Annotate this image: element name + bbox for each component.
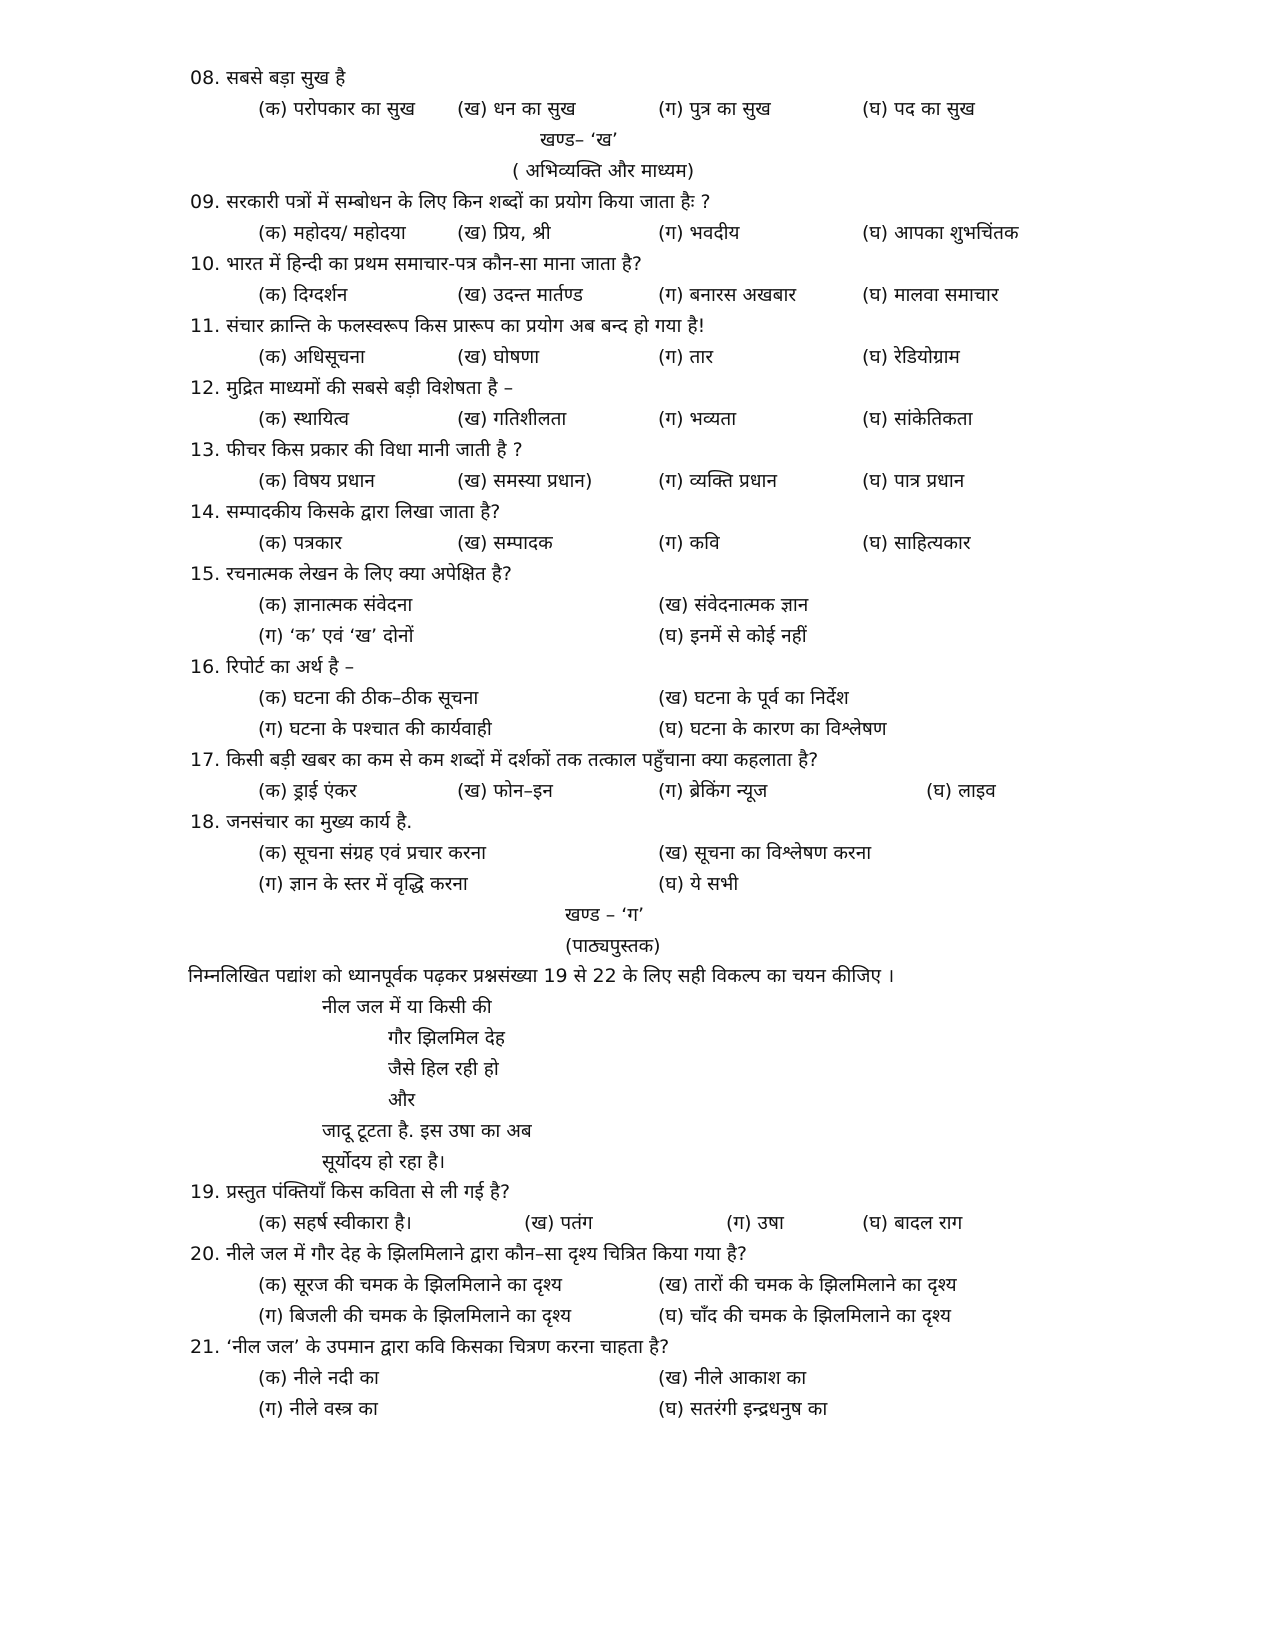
q08-option-c: (ग) पुत्र का सुख [658,98,771,120]
q21-option-c: (ग) नीले वस्त्र का [258,1398,378,1420]
q13-option-a: (क) विषय प्रधान [258,470,375,492]
section-b-title: खण्ड– ‘ख’ [540,129,618,151]
q15-option-d: (घ) इनमें से कोई नहीं [658,625,807,647]
q12-option-b: (ख) गतिशीलता [457,408,567,430]
q18-option-c: (ग) ज्ञान के स्तर में वृद्धि करना [258,873,468,895]
question-08: 08. सबसे बड़ा सुख है [190,67,346,89]
poem-line: और [388,1089,416,1111]
q20-option-d: (घ) चाँद की चमक के झिलमिलाने का दृश्य [658,1305,952,1327]
q15-option-b: (ख) संवेदनात्मक ज्ञान [658,594,809,616]
q20-option-c: (ग) बिजली की चमक के झिलमिलाने का दृश्य [258,1305,572,1327]
section-b-subtitle: ( अभिव्यक्ति और माध्यम) [512,160,695,182]
q18-option-d: (घ) ये सभी [658,873,739,895]
question-14: 14. सम्पादकीय किसके द्वारा लिखा जाता है? [190,501,501,523]
q14-option-a: (क) पत्रकार [258,532,343,554]
q11-option-a: (क) अधिसूचना [258,346,365,368]
q16-option-a: (क) घटना की ठीक–ठीक सूचना [258,687,479,709]
question-19: 19. प्रस्तुत पंक्तियाँ किस कविता से ली गई है? [190,1181,511,1203]
poem-line: सूर्योदय हो रहा है। [322,1151,446,1173]
q09-option-a: (क) महोदय/ महोदया [258,222,406,244]
q13-option-b: (ख) समस्या प्रधान) [457,470,593,492]
question-20: 20. नीले जल में गौर देह के झिलमिलाने द्वारा कौन–सा दृश्य चित्रित किया गया है? [190,1243,747,1265]
q16-option-b: (ख) घटना के पूर्व का निर्देश [658,687,849,709]
q15-option-c: (ग) ‘क’ एवं ‘ख’ दोनों [258,625,414,647]
section-c-subtitle: (पाठ्यपुस्तक) [565,935,661,957]
q10-option-a: (क) दिग्दर्शन [258,284,348,306]
poem-line: गौर झिलमिल देह [388,1027,505,1049]
q18-option-a: (क) सूचना संग्रह एवं प्रचार करना [258,842,487,864]
q09-option-c: (ग) भवदीय [658,222,740,244]
question-09: 09. सरकारी पत्रों में सम्बोधन के लिए किन शब्दों का प्रयोग किया जाता हैः ? [190,191,711,213]
passage-instruction: निम्नलिखित पद्यांश को ध्यानपूर्वक पढ़कर प्रश्नसंख्या 19 से 22 के लिए सही विकल्प का चयन कीजिए । [188,965,895,987]
poem-line: जादू टूटता है. इस उषा का अब [322,1120,532,1142]
q17-option-b: (ख) फोन–इन [457,780,553,802]
q17-option-c: (ग) ब्रेकिंग न्यूज [658,780,768,802]
q20-option-a: (क) सूरज की चमक के झिलमिलाने का दृश्य [258,1274,563,1296]
section-c-title: खण्ड – ‘ग’ [565,904,645,926]
question-17: 17. किसी बड़ी खबर का कम से कम शब्दों में दर्शकों तक तत्काल पहुँचाना क्या कहलाता है? [190,749,819,771]
q11-option-b: (ख) घोषणा [457,346,540,368]
q10-option-c: (ग) बनारस अखबार [658,284,797,306]
question-21: 21. ‘नील जल’ के उपमान द्वारा कवि किसका चित्रण करना चाहता है? [190,1336,670,1358]
q21-option-b: (ख) नीले आकाश का [658,1367,807,1389]
q20-option-b: (ख) तारों की चमक के झिलमिलाने का दृश्य [658,1274,957,1296]
q12-option-c: (ग) भव्यता [658,408,737,430]
q12-option-a: (क) स्थायित्व [258,408,350,430]
q16-option-d: (घ) घटना के कारण का विश्लेषण [658,718,887,740]
question-10: 10. भारत में हिन्दी का प्रथम समाचार-पत्र कौन-सा माना जाता है? [190,253,642,275]
q21-option-d: (घ) सतरंगी इन्द्रधनुष का [658,1398,828,1420]
q08-option-a: (क) परोपकार का सुख [258,98,415,120]
q14-option-d: (घ) साहित्यकार [862,532,971,554]
q09-option-d: (घ) आपका शुभचिंतक [862,222,1019,244]
q19-option-c: (ग) उषा [726,1212,784,1234]
q12-option-d: (घ) सांकेतिकता [862,408,973,430]
poem-line: जैसे हिल रही हो [388,1058,499,1080]
question-12: 12. मुद्रित माध्यमों की सबसे बड़ी विशेषता है – [190,377,514,399]
q10-option-d: (घ) मालवा समाचार [862,284,999,306]
question-18: 18. जनसंचार का मुख्य कार्य है. [190,811,413,833]
question-16: 16. रिपोर्ट का अर्थ है – [190,656,355,678]
q13-option-c: (ग) व्यक्ति प्रधान [658,470,778,492]
question-15: 15. रचनात्मक लेखन के लिए क्या अपेक्षित है? [190,563,512,585]
q19-option-d: (घ) बादल राग [862,1212,963,1234]
q13-option-d: (घ) पात्र प्रधान [862,470,965,492]
q21-option-a: (क) नीले नदी का [258,1367,379,1389]
q19-option-b: (ख) पतंग [524,1212,593,1234]
question-11: 11. संचार क्रान्ति के फलस्वरूप किस प्रारूप का प्रयोग अब बन्द हो गया है! [190,315,706,337]
q11-option-d: (घ) रेडियोग्राम [862,346,960,368]
question-13: 13. फीचर किस प्रकार की विधा मानी जाती है ? [190,439,523,461]
poem-line: नील जल में या किसी की [322,996,492,1018]
q09-option-b: (ख) प्रिय, श्री [457,222,551,244]
q19-option-a: (क) सहर्ष स्वीकारा है। [258,1212,412,1234]
q08-option-d: (घ) पद का सुख [862,98,975,120]
q17-option-d: (घ) लाइव [926,780,996,802]
q15-option-a: (क) ज्ञानात्मक संवेदना [258,594,413,616]
q08-option-b: (ख) धन का सुख [457,98,576,120]
q16-option-c: (ग) घटना के पश्चात की कार्यवाही [258,718,492,740]
q18-option-b: (ख) सूचना का विश्लेषण करना [658,842,872,864]
q11-option-c: (ग) तार [658,346,714,368]
q14-option-c: (ग) कवि [658,532,720,554]
q10-option-b: (ख) उदन्त मार्तण्ड [457,284,583,306]
q17-option-a: (क) ड्राई एंकर [258,780,357,802]
q14-option-b: (ख) सम्पादक [457,532,553,554]
